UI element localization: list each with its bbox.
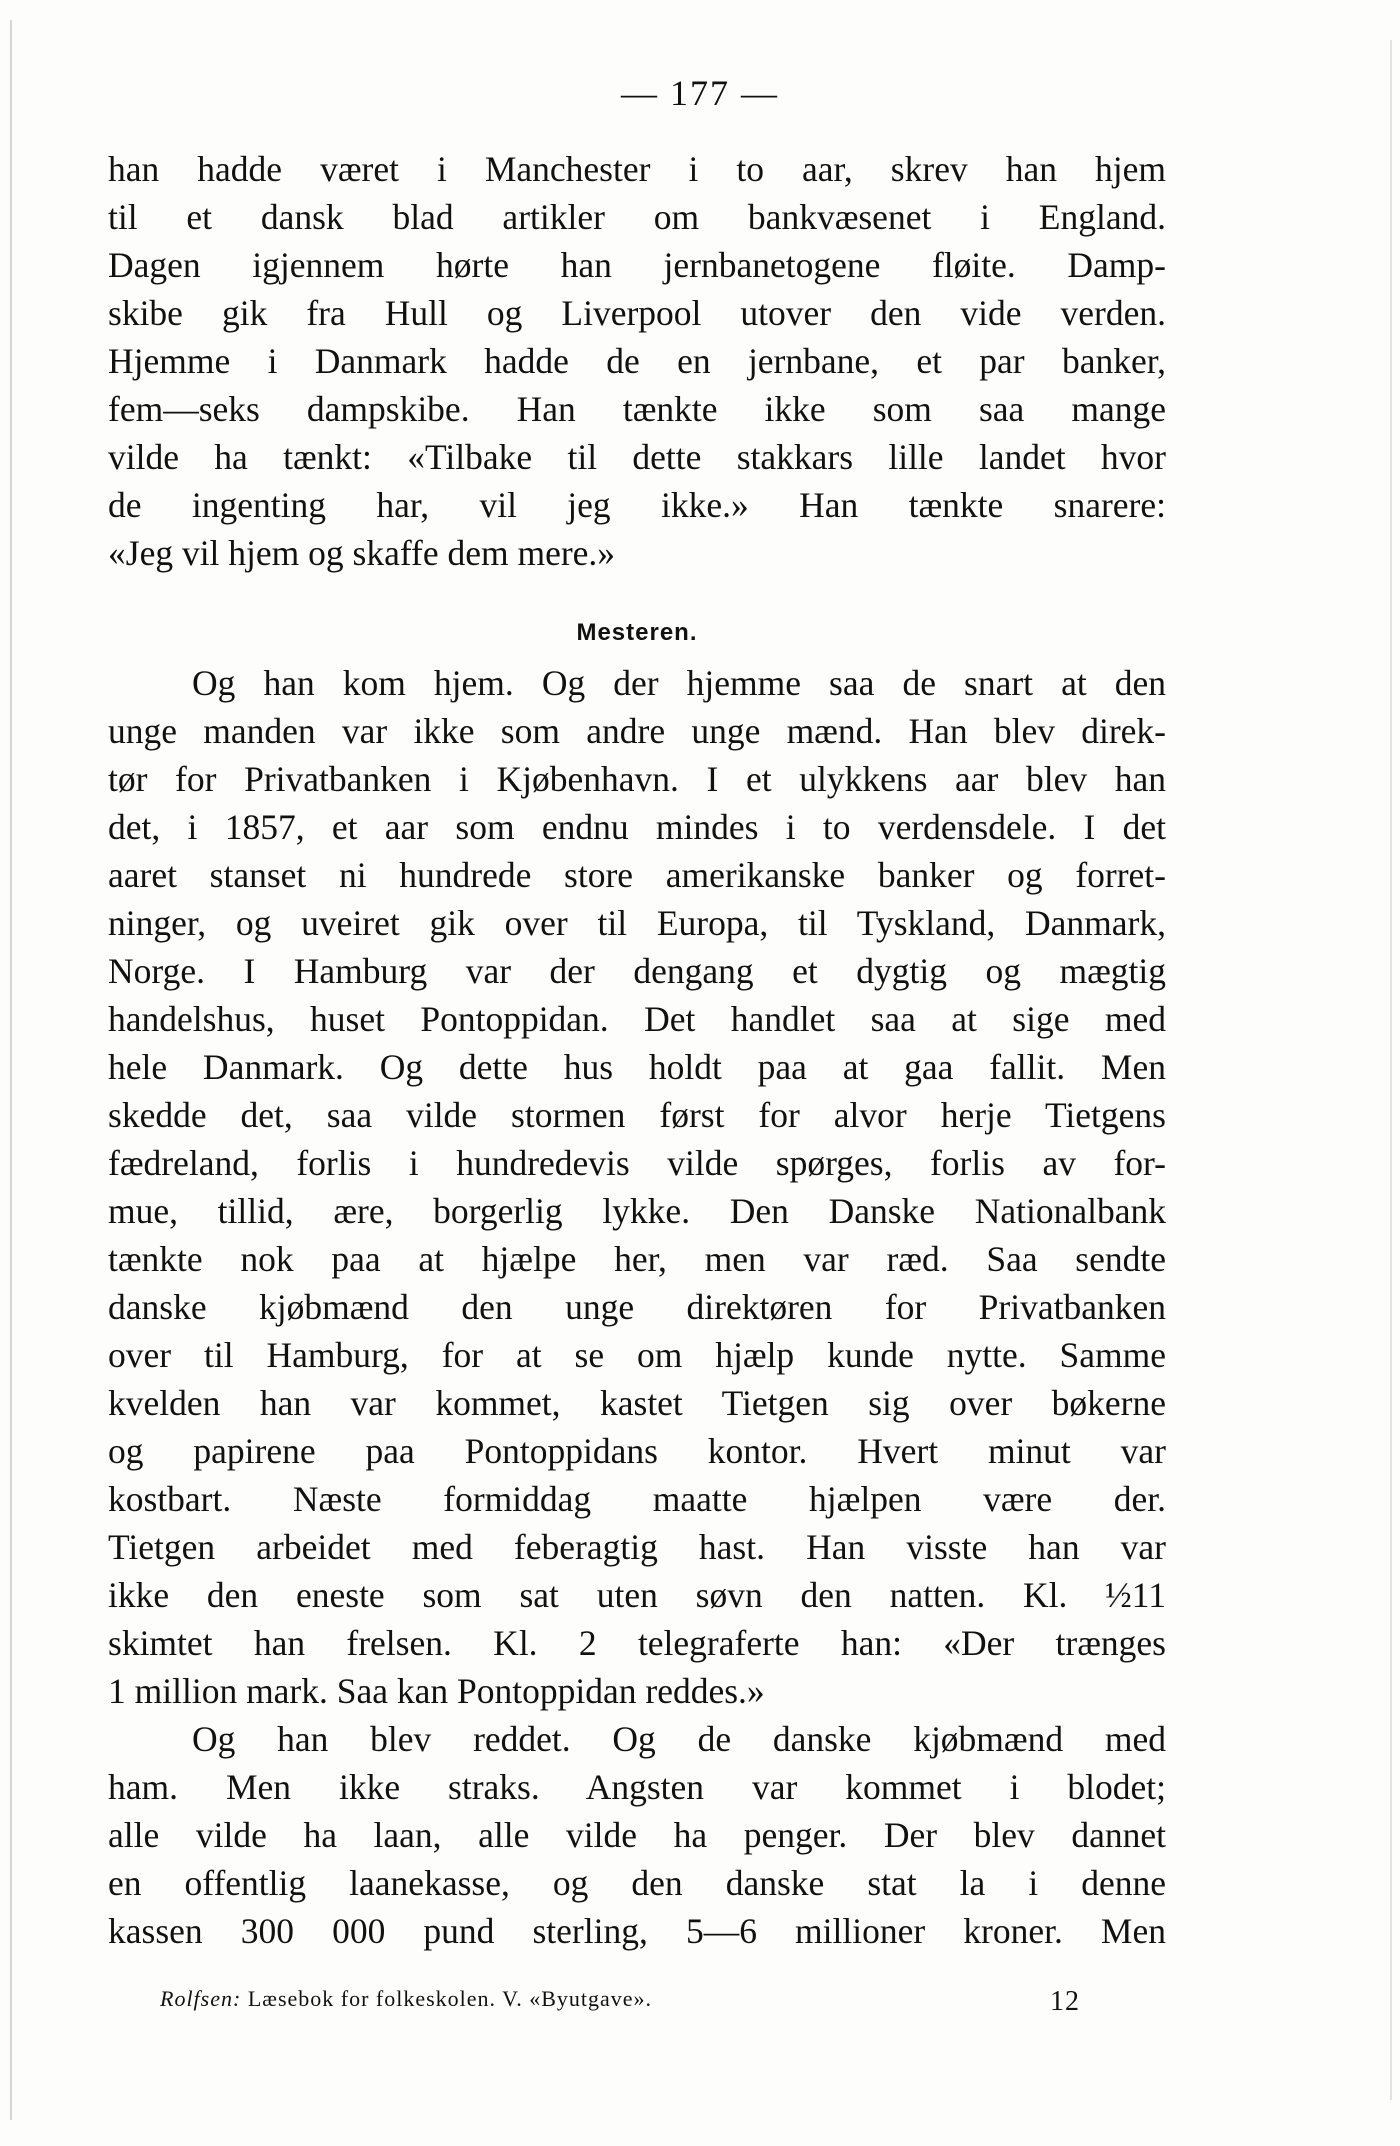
text-line: Tietgen arbeidet med feberagtig hast. Han visste han var — [108, 1527, 1166, 1567]
text-line: Og han kom hjem. Og der hjemme saa de snart at den — [192, 663, 1166, 703]
page-left-edge — [10, 20, 12, 2120]
text-line: det, i 1857, et aar som endnu mindes i to verdensdele. I det — [108, 807, 1166, 847]
text-line: Hjemme i Danmark hadde de en jernbane, et par banker, — [108, 341, 1166, 381]
text-line: skedde det, saa vilde stormen først for alvor herje Tietgens — [108, 1095, 1166, 1135]
footer-author: Rolfsen: — [160, 1986, 242, 2011]
text-line: en offentlig laanekasse, og den danske stat la i denne — [108, 1863, 1166, 1903]
paragraph-3 — [108, 1715, 1166, 1955]
text-line: til et dansk blad artikler om bankvæsenet i England. — [108, 197, 1166, 237]
text-line: alle vilde ha laan, alle vilde ha penger. Der blev dannet — [108, 1815, 1166, 1855]
paragraph-2 — [108, 659, 1166, 1715]
text-line: unge manden var ikke som andre unge mænd. Han blev direk- — [108, 711, 1166, 751]
text-line: vilde ha tænkt: «Tilbake til dette stakkars lille landet hvor — [108, 437, 1166, 477]
text-line: hele Danmark. Og dette hus holdt paa at gaa fallit. Men — [108, 1047, 1166, 1087]
text-line: tør for Privatbanken i Kjøbenhavn. I et ulykkens aar blev han — [108, 759, 1166, 799]
text-line: skibe gik fra Hull og Liverpool utover den vide verden. — [108, 293, 1166, 333]
text-line: kassen 300 000 pund sterling, 5—6 millioner kroner. Men — [108, 1911, 1166, 1951]
section-heading: Mesteren. — [576, 619, 698, 646]
text-line: han hadde været i Manchester i to aar, skrev han hjem — [108, 149, 1166, 189]
text-line: fædreland, forlis i hundredevis vilde spørges, forlis av for- — [108, 1143, 1166, 1183]
text-line: mue, tillid, ære, borgerlig lykke. Den Danske Nationalbank — [108, 1191, 1166, 1231]
text-line: danske kjøbmænd den unge direktøren for Privatbanken — [108, 1287, 1166, 1327]
text-line: «Jeg vil hjem og skaffe dem mere.» — [108, 533, 616, 573]
text-line: skimtet han frelsen. Kl. 2 telegraferte han: «Der trænges — [108, 1623, 1166, 1663]
text-line: aaret stanset ni hundrede store amerikanske banker og forret- — [108, 855, 1166, 895]
text-line: handelshus, huset Pontoppidan. Det handlet saa at sige med — [108, 999, 1166, 1039]
page-number: — 177 — — [621, 73, 779, 113]
page-footer — [160, 1986, 1080, 2017]
text-line: kostbart. Næste formiddag maatte hjælpen være der. — [108, 1479, 1166, 1519]
text-line: 1 million mark. Saa kan Pontoppidan reddes.» — [108, 1671, 765, 1711]
text-line: over til Hamburg, for at se om hjælp kunde nytte. Samme — [108, 1335, 1166, 1375]
text-line: kvelden han var kommet, kastet Tietgen sig over bøkerne — [108, 1383, 1166, 1423]
text-line: de ingenting har, vil jeg ikke.» Han tænkte snarere: — [108, 485, 1166, 525]
page-body — [108, 145, 1166, 1955]
footer-sheet-number: 12 — [1050, 1986, 1080, 2017]
footer-book-title: Læsebok for folkeskolen. V. «Byutgave». — [247, 1986, 653, 2011]
text-line: ham. Men ikke straks. Angsten var kommet i blodet; — [108, 1767, 1166, 1807]
text-line: ikke den eneste som sat uten søvn den natten. Kl. ½11 — [108, 1575, 1166, 1615]
text-line: ninger, og uveiret gik over til Europa, til Tyskland, Danmark, — [108, 903, 1166, 943]
text-line: Norge. I Hamburg var der dengang et dygtig og mægtig — [108, 951, 1166, 991]
text-line: tænkte nok paa at hjælpe her, men var ræd. Saa sendte — [108, 1239, 1166, 1279]
text-line: Dagen igjennem hørte han jernbanetogene fløite. Damp- — [108, 245, 1166, 285]
page-right-edge — [1390, 40, 1392, 2100]
text-line: fem—seks dampskibe. Han tænkte ikke som saa mange — [108, 389, 1166, 429]
text-line: Og han blev reddet. Og de danske kjøbmænd med — [192, 1719, 1166, 1759]
text-line: og papirene paa Pontoppidans kontor. Hvert minut var — [108, 1431, 1166, 1471]
paragraph-1 — [108, 145, 1166, 577]
